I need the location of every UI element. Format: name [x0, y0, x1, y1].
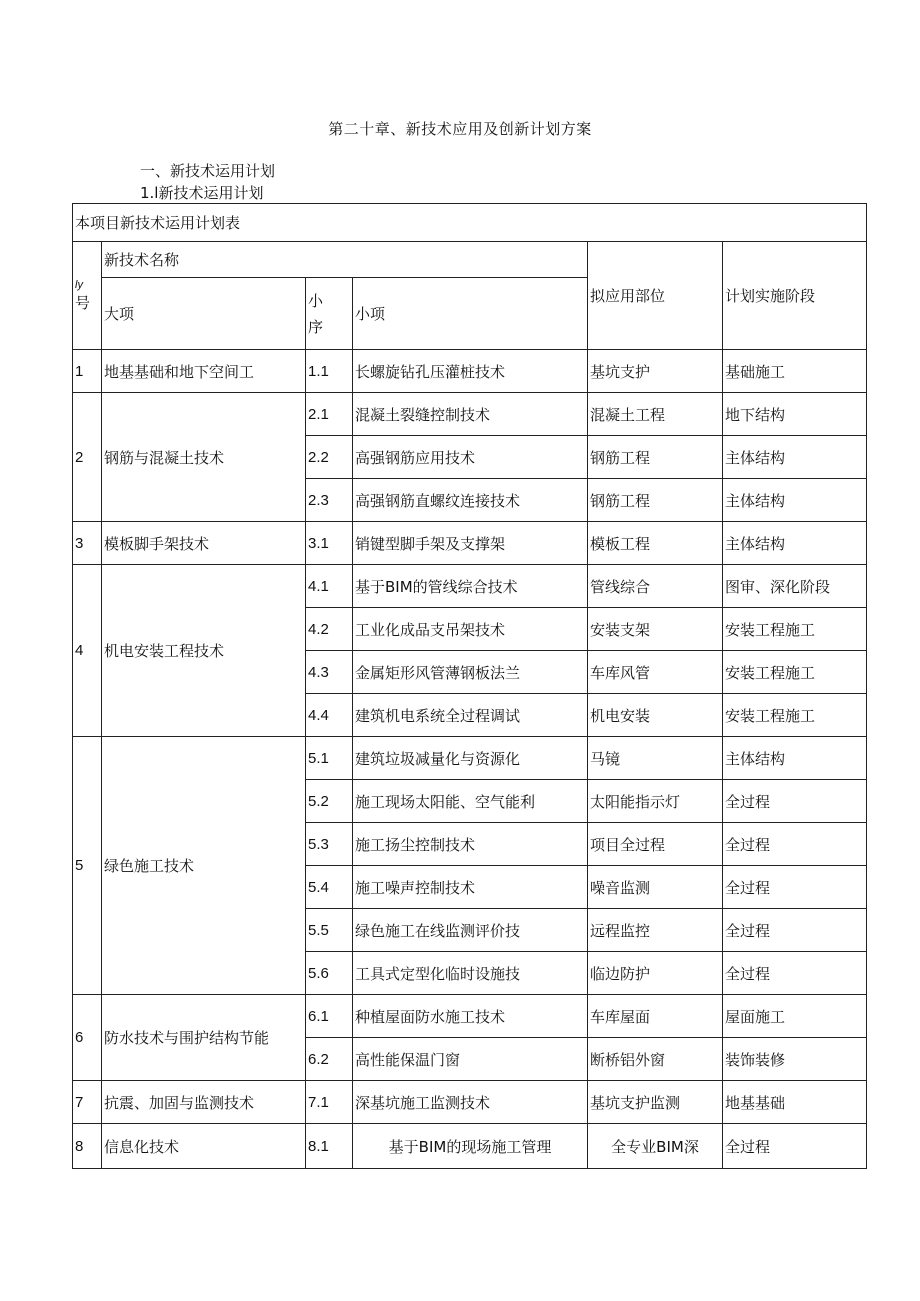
table-row	[73, 393, 867, 436]
table-row	[73, 565, 867, 608]
minor-item: 施工扬尘控制技术	[353, 823, 588, 866]
application-area: 远程监控	[588, 909, 723, 952]
minor-item: 长螺旋钻孔压灌桩技术	[353, 350, 588, 393]
application-area: 噪音监测	[588, 866, 723, 909]
major-item: 地基基础和地下空间工	[102, 350, 306, 393]
phase: 安装工程施工	[723, 694, 867, 737]
header-order-bottom: 序	[308, 317, 324, 336]
seq-number: 1.1	[306, 350, 353, 393]
application-area: 全专业BIM深	[588, 1124, 723, 1169]
minor-item: 施工噪声控制技术	[353, 866, 588, 909]
subsection-heading: 1.l新技术运用计划	[140, 184, 264, 202]
seq-number: 4.4	[306, 694, 353, 737]
application-area: 安装支架	[588, 608, 723, 651]
seq-number: 5.5	[306, 909, 353, 952]
application-area: 断桥铝外窗	[588, 1038, 723, 1081]
application-area: 基坑支护	[588, 350, 723, 393]
minor-item: 建筑垃圾减量化与资源化	[353, 737, 588, 780]
table-row	[73, 1124, 867, 1169]
phase: 安装工程施工	[723, 651, 867, 694]
major-item: 机电安装工程技术	[102, 565, 306, 737]
minor-item: 金属矩形风管薄钢板法兰	[353, 651, 588, 694]
seq-number: 8.1	[306, 1124, 353, 1169]
major-item: 抗震、加固与监测技术	[102, 1081, 306, 1124]
phase: 全过程	[723, 1124, 867, 1169]
phase: 地基基础	[723, 1081, 867, 1124]
seq-number: 5.3	[306, 823, 353, 866]
application-area: 钢筋工程	[588, 436, 723, 479]
header-no	[73, 242, 102, 350]
table-row	[73, 1081, 867, 1124]
table-row	[73, 522, 867, 565]
table-body	[73, 350, 867, 1169]
minor-item: 深基坑施工监测技术	[353, 1081, 588, 1124]
phase: 全过程	[723, 823, 867, 866]
seq-number: 4.1	[306, 565, 353, 608]
group-number: 3	[73, 522, 102, 565]
table-caption: 本项目新技术运用计划表	[73, 204, 867, 242]
header-minor-item: 小项	[353, 278, 588, 350]
chapter-title: 第二十章、新技术应用及创新计划方案	[328, 120, 592, 138]
major-item: 信息化技术	[102, 1124, 306, 1169]
section-heading: 一、新技术运用计划	[140, 162, 276, 180]
phase: 装饰装修	[723, 1038, 867, 1081]
minor-item: 工具式定型化临时设施技	[353, 952, 588, 995]
phase: 图审、深化阶段	[723, 565, 867, 608]
minor-item: 混凝土裂缝控制技术	[353, 393, 588, 436]
phase: 屋面施工	[723, 995, 867, 1038]
application-area: 车库风管	[588, 651, 723, 694]
application-area: 模板工程	[588, 522, 723, 565]
minor-item: 高强钢筋直螺纹连接技术	[353, 479, 588, 522]
application-area: 太阳能指示灯	[588, 780, 723, 823]
minor-item: 销键型脚手架及支撑架	[353, 522, 588, 565]
phase: 主体结构	[723, 479, 867, 522]
phase: 主体结构	[723, 737, 867, 780]
major-item: 模板脚手架技术	[102, 522, 306, 565]
phase: 全过程	[723, 952, 867, 995]
seq-number: 5.1	[306, 737, 353, 780]
table-row	[73, 737, 867, 780]
header-major-item: 大项	[102, 278, 306, 350]
major-item: 绿色施工技术	[102, 737, 306, 995]
application-area: 临边防护	[588, 952, 723, 995]
seq-number: 6.2	[306, 1038, 353, 1081]
phase: 主体结构	[723, 522, 867, 565]
phase: 地下结构	[723, 393, 867, 436]
minor-item: 施工现场太阳能、空气能利	[353, 780, 588, 823]
seq-number: 5.4	[306, 866, 353, 909]
minor-item: 建筑机电系统全过程调试	[353, 694, 588, 737]
header-no-bottom: 号	[75, 293, 91, 312]
minor-item: 种植屋面防水施工技术	[353, 995, 588, 1038]
seq-number: 7.1	[306, 1081, 353, 1124]
table-row	[73, 995, 867, 1038]
group-number: 6	[73, 995, 102, 1081]
application-area: 车库屋面	[588, 995, 723, 1038]
major-item: 防水技术与围护结构节能	[102, 995, 306, 1081]
minor-item: 工业化成品支吊架技术	[353, 608, 588, 651]
minor-item: 高强钢筋应用技术	[353, 436, 588, 479]
major-item: 钢筋与混凝土技术	[102, 393, 306, 522]
phase: 主体结构	[723, 436, 867, 479]
application-area: 基坑支护监测	[588, 1081, 723, 1124]
application-area: 项目全过程	[588, 823, 723, 866]
group-number: 5	[73, 737, 102, 995]
application-area: 钢筋工程	[588, 479, 723, 522]
application-area: 马镜	[588, 737, 723, 780]
phase: 全过程	[723, 909, 867, 952]
minor-item: 基于BIM的管线综合技术	[353, 565, 588, 608]
minor-item: 基于BIM的现场施工管理	[353, 1124, 588, 1169]
group-number: 8	[73, 1124, 102, 1169]
header-no-top: ly	[75, 278, 83, 291]
group-number: 7	[73, 1081, 102, 1124]
application-area: 机电安装	[588, 694, 723, 737]
seq-number: 6.1	[306, 995, 353, 1038]
seq-number: 5.6	[306, 952, 353, 995]
header-order-top: 小	[308, 291, 324, 310]
application-area: 管线综合	[588, 565, 723, 608]
seq-number: 3.1	[306, 522, 353, 565]
seq-number: 5.2	[306, 780, 353, 823]
table-row	[73, 350, 867, 393]
group-number: 2	[73, 393, 102, 522]
header-phase: 计划实施阶段	[723, 242, 867, 350]
tech-plan-table	[72, 203, 867, 1169]
application-area: 混凝土工程	[588, 393, 723, 436]
phase: 全过程	[723, 866, 867, 909]
phase: 全过程	[723, 780, 867, 823]
header-order	[306, 278, 353, 350]
phase: 基础施工	[723, 350, 867, 393]
seq-number: 2.2	[306, 436, 353, 479]
phase: 安装工程施工	[723, 608, 867, 651]
group-number: 4	[73, 565, 102, 737]
seq-number: 4.3	[306, 651, 353, 694]
header-tech-name: 新技术名称	[102, 242, 588, 278]
minor-item: 高性能保温门窗	[353, 1038, 588, 1081]
seq-number: 4.2	[306, 608, 353, 651]
header-application-area: 拟应用部位	[588, 242, 723, 350]
seq-number: 2.3	[306, 479, 353, 522]
minor-item: 绿色施工在线监测评价技	[353, 909, 588, 952]
group-number: 1	[73, 350, 102, 393]
seq-number: 2.1	[306, 393, 353, 436]
